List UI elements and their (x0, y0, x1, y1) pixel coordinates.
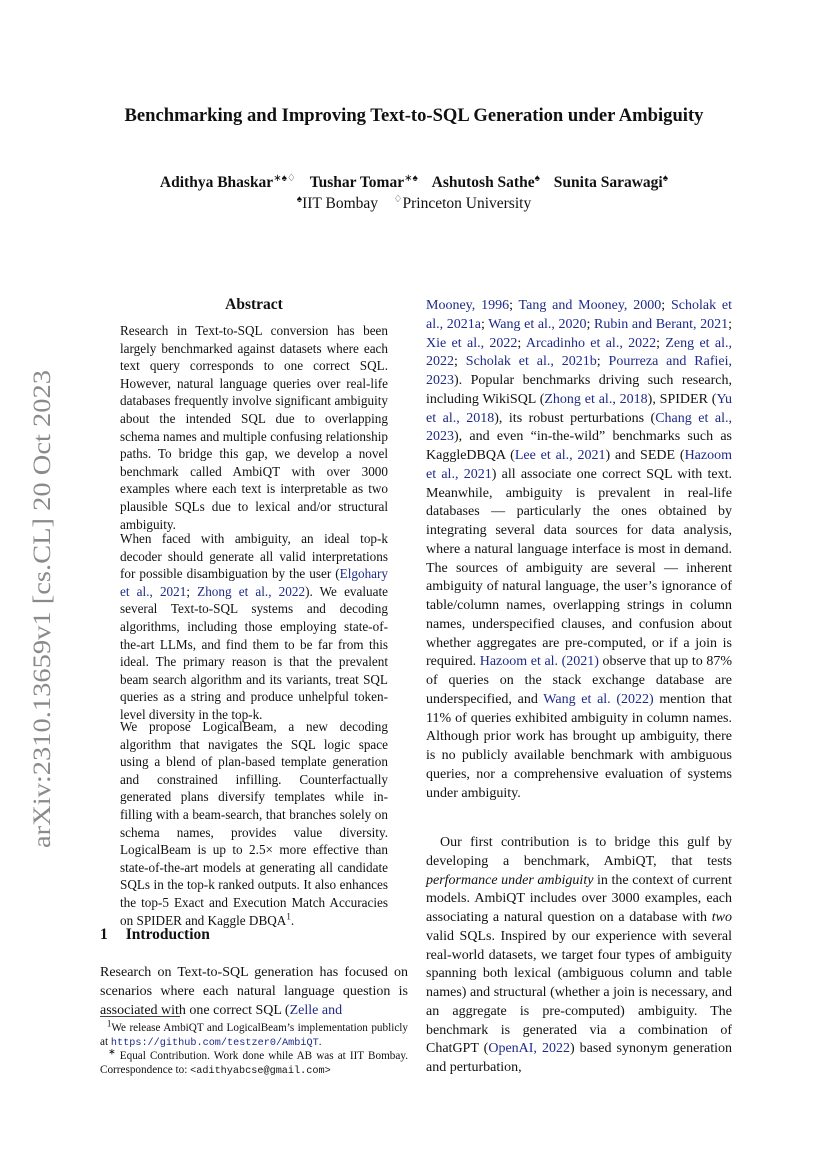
repository-link[interactable]: https://github.com/testzer0/AmbiQT (110, 1038, 319, 1049)
affiliations (0, 195, 828, 213)
footnote-ref[interactable]: 1 (286, 911, 291, 922)
right-column-paragraph-2: Our first contribution is to bridge this gulf by developing a benchmark, AmbiQT, that tests performance under ambiguity in the context of current models. AmbiQT includes over 3000 examples, each associating a natural question on a database with two valid SQLs. Inspired by our experience with several real-world datasets, we target four types of ambiguity spanning both lexical (ambiguous column and table names) and structural (whether a join is necessary, and an aggregate is pre-computed) ambiguity. The benchmark is generated via a combination of ChatGPT (OpenAI, 2022) based synonym generation and perturbation, (426, 835, 732, 1075)
citation-link[interactable]: Scholak et al., 2021b (465, 354, 597, 370)
abstract-heading: Abstract (225, 296, 283, 313)
section-heading-introduction: 1 Introduction (100, 926, 210, 943)
citation-link[interactable]: Scholak et al., 2021a (426, 298, 733, 332)
author-2: Tushar Tomar∗♠ (309, 172, 418, 191)
citation-link[interactable]: Rubin and Berant, 2021 (594, 316, 729, 332)
citation-link[interactable]: Chang et al., 2023 (426, 410, 732, 445)
introduction-paragraph: Research on Text-to-SQL generation has focused on scenarios where each natural language question is associated with one correct SQL (Zelle and (100, 965, 408, 1018)
citation-link[interactable]: Pourreza and Rafiei, 2023 (426, 354, 732, 388)
citation-link[interactable]: Zelle and (289, 1002, 343, 1018)
right-column-paragraph-1: Mooney, 1996; Tang and Mooney, 2000; Scholak et al., 2021a; Wang et al., 2020; Rubin and Berant, 2021; Xie et al., 2022; Arcadinho et al., 2022; Zeng et al., 2022; Scholak et al., 2021b; Pourreza and Rafiei, 2023). Popular benchmarks driving such research, including WikiSQL (Zhong et al., 2018), SPIDER (Yu et al., 2018), its robust perturbations (Chang et al., 2023), and even “in-the-wild” benchmarks such as KaggleDBQA (Lee et al., 2021) and SEDE (Hazoom et al., 2021) all associate one correct SQL with text. Meanwhile, ambiguity is prevalent in real-life databases — particularly the ones obtained by integrating several data sources for data analysis, where a natural language interface is most in demand. The sources of ambiguity are several — inherent ambiguity of natural language, the user’s ignorance of table/column names, overlapping strings in column names, underspecified clauses, and confusion about whether aggregates are pre-computed, or if a join is required. Hazoom et al. (2021) observe that up to 87% of queries on the stack exchange database are underspecified, and Wang et al. (2022) mention that 11% of queries exhibited ambiguity in column names. Although prior work has brought up ambiguity, there is no publicly available benchmark with ambiguous queries, nor a comprehensive evaluation of systems under ambiguity. (426, 298, 733, 801)
citation-link[interactable]: Hazoom et al., 2021 (426, 448, 732, 482)
affiliation-1: ♠IIT Bombay (296, 193, 379, 212)
footnote-2: ∗ Equal Contribution. Work done while AB was at IIT Bombay. Correspondence to: <adithyabcse@gmail.com> (100, 1046, 408, 1077)
paper-title: Benchmarking and Improving Text-to-SQL Generation under Ambiguity (124, 105, 704, 126)
citation-link[interactable]: Elgohary et al., 2021 (120, 566, 388, 599)
citation-link[interactable]: OpenAI, 2022 (488, 1041, 570, 1057)
author-3: Ashutosh Sathe♠ (431, 172, 540, 191)
abstract-paragraph-1: Research in Text-to-SQL conversion has been largely benchmarked against datasets where each text query corresponds to one correct SQL. However, natural language queries over real-life databases frequently involve significant ambiguity about the intended SQL due to overlapping schema names and multiple confusing relationship paths. To bridge this gap, we develop a novel benchmark called AmbiQT with over 3000 examples where each text is interpretable as two plausible SQLs due to lexical and/or structural ambiguity. (120, 323, 388, 532)
citation-link[interactable]: Zeng et al., 2022 (426, 335, 732, 370)
arxiv-identifier-text: arXiv:2310.13659v1 [cs.CL] 20 Oct 2023 (27, 420, 56, 848)
affiliation-2: ♢Princeton University (393, 193, 532, 212)
arxiv-identifier-stamp (10, 368, 62, 848)
citation-link[interactable]: Xie et al., 2022 (426, 335, 518, 351)
citation-link[interactable]: Tang and Mooney, 2000 (518, 298, 662, 313)
footnote-divider (100, 1016, 180, 1017)
abstract-paragraph-3: We propose LogicalBeam, a new decoding algorithm that navigates the SQL logic space using a blend of plan-based template generation and constrained infilling. Counterfactually generated plans diversify templates while in-filling with a beam-search, that branches solely on schema names, provides value diversity. LogicalBeam is up to 2.5× more effective than state-of-the-art models at generating all candidate SQLs in the top-k ranked outputs. It also enhances the top-5 Exact and Execution Match Accuracies on SPIDER and Kaggle DBQA$^1$. (120, 719, 388, 928)
citation-link[interactable]: Zhong et al., 2022 (197, 583, 306, 599)
citation-link[interactable]: Arcadinho et al., 2022 (525, 335, 657, 351)
author-1: Adithya Bhaskar∗♠♢ (159, 172, 296, 191)
citation-link[interactable]: Zhong et al., 2018 (544, 391, 648, 407)
citation-link[interactable]: Wang et al., 2020 (488, 316, 587, 332)
author-4: Sunita Sarawagi♠ (553, 172, 669, 191)
author-list (0, 174, 828, 192)
footnote-1: $^1$We release AmbiQT and LogicalBeam’s implementation publicly at https://github.com/testzer0/AmbiQT. (100, 1018, 409, 1049)
citation-link[interactable]: Hazoom et al. (2021) (479, 654, 599, 670)
abstract-paragraph-2: When faced with ambiguity, an ideal top-k decoder should generate all valid interpretations for possible disambiguation by the user (Elgohary et al., 2021; Zhong et al., 2022). We evaluate several Text-to-SQL systems and decoding algorithms, including those employing state-of-the-art LLMs, and find them to be far from this ideal. The primary reason is that the prevalent beam search algorithm and its variants, treat SQL queries as a string and produce unhelpful token-level diversity in the top-k. (120, 531, 388, 722)
citation-link[interactable]: Mooney, 1996 (426, 298, 510, 313)
citation-link[interactable]: Wang et al. (2022) (543, 691, 654, 707)
citation-link[interactable]: Lee et al., 2021 (514, 448, 606, 463)
correspondence-email: <adithyabcse@gmail.com> (190, 1066, 331, 1077)
citation-link[interactable]: Yu et al., 2018 (426, 391, 732, 426)
